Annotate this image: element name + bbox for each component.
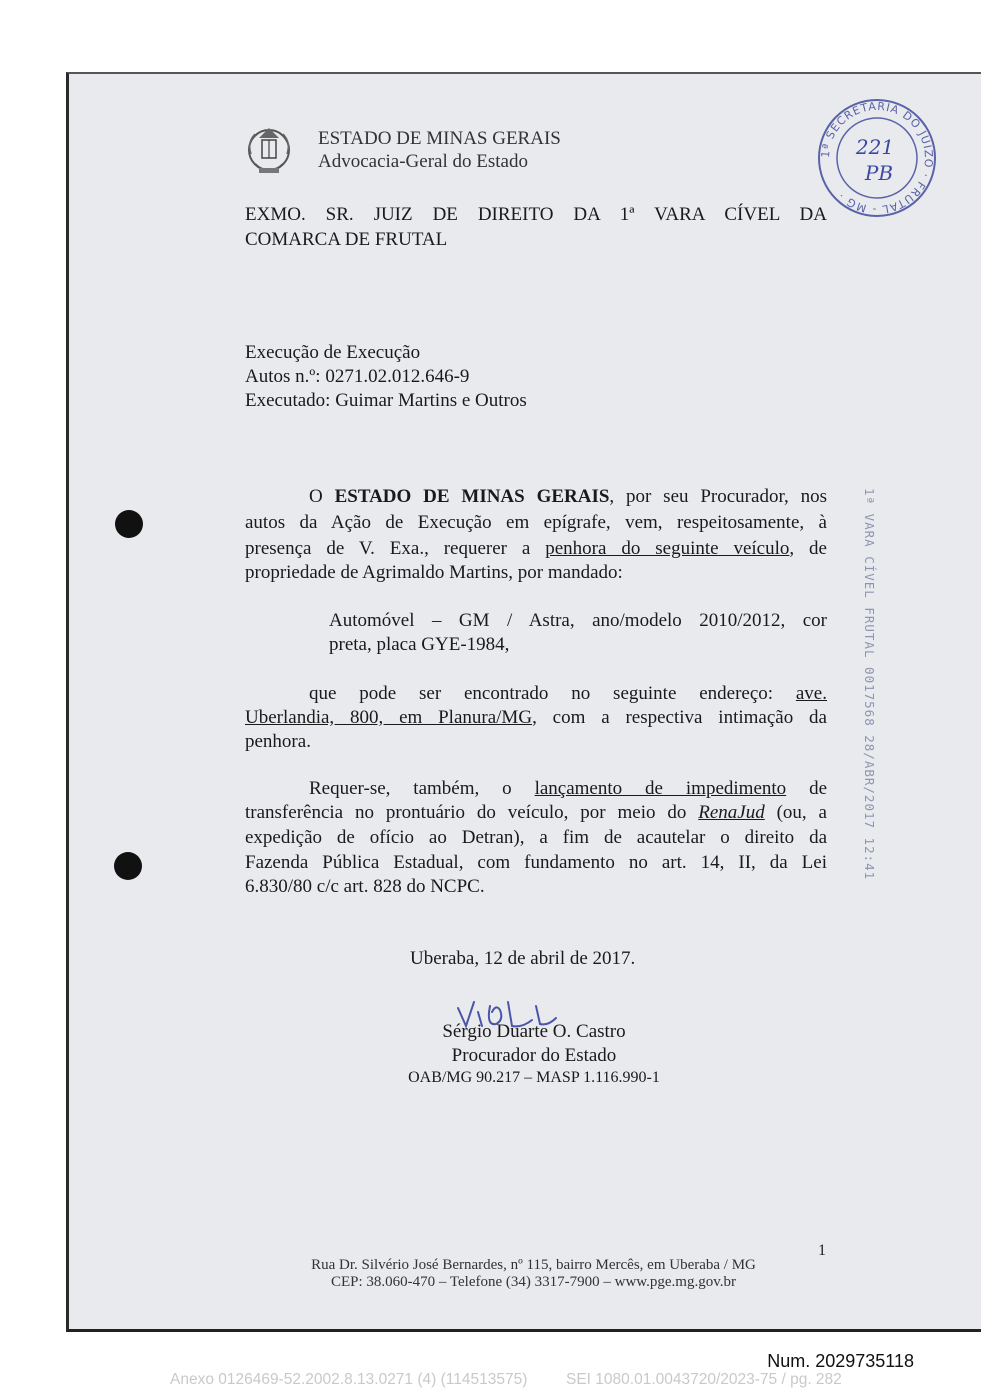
court-stamp	[815, 96, 939, 220]
case-executado: Executado: Guimar Martins e Outros	[245, 390, 527, 411]
footer-address: Rua Dr. Silvério José Bernardes, nº 115, bairro Mercês, em Uberaba / MG	[311, 1257, 756, 1273]
paragraph-3-line-2: transferência no prontuário do veículo, por meio do RenaJud (ou, a	[245, 802, 827, 823]
stamp-number: 221	[855, 135, 895, 159]
annex-reference: Anexo 0126469-52.2002.8.13.0271 (4) (114513575)	[170, 1371, 528, 1388]
signer-ids: OAB/MG 90.217 – MASP 1.116.990-1	[408, 1069, 660, 1086]
header-state: ESTADO DE MINAS GERAIS	[318, 128, 561, 149]
punch-hole	[115, 510, 143, 538]
paragraph-2-line-3: penhora.	[245, 731, 311, 752]
paragraph-1-line-4: propriedade de Agrimaldo Martins, por mandado:	[245, 562, 623, 583]
case-type: Execução de Execução	[245, 342, 421, 363]
signer-name: Sérgio Duarte O. Castro	[442, 1021, 626, 1042]
addressee-line-1: EXMO. SR. JUIZ DE DIREITO DA 1ª VARA CÍVEL DA	[245, 204, 827, 225]
paragraph-2-line-2: Uberlandia, 800, em Planura/MG, com a respectiva intimação da	[245, 707, 827, 728]
paragraph-3-line-4: Fazenda Pública Estadual, com fundamento no art. 14, II, da Lei	[245, 852, 827, 873]
paragraph-3-line-3: expedição de ofício ao Detran), a fim de acautelar o direito da	[245, 827, 827, 848]
header-agency: Advocacia-Geral do Estado	[318, 151, 528, 172]
paragraph-1-line-3: presença de V. Exa., requerer a penhora do seguinte veículo, de	[245, 538, 827, 559]
vehicle-line-2: preta, placa GYE-1984,	[329, 634, 510, 655]
bold-state-name: ESTADO DE MINAS GERAIS	[334, 486, 610, 507]
paragraph-1-line-1: O ESTADO DE MINAS GERAIS, por seu Procurador, nos	[309, 486, 827, 507]
case-autos: Autos n.º: 0271.02.012.646-9	[245, 366, 470, 387]
paragraph-3-line-1: Requer-se, também, o lançamento de impedimento de	[309, 778, 828, 799]
signer-title: Procurador do Estado	[451, 1045, 617, 1066]
stamp-ring-text: 1ª SECRETARIA DO JUIZO · FRUTAL - MG ·	[818, 99, 936, 217]
sei-reference: SEI 1080.01.0043720/2023-75 / pg. 282	[566, 1371, 842, 1388]
vehicle-line-1: Automóvel – GM / Astra, ano/modelo 2010/2012, cor	[329, 610, 827, 631]
filing-stamp: 1ª VARA CÍVEL FRUTAL 0017568 28/ABR/2017 12:41	[862, 488, 877, 881]
page-number: 1	[818, 1242, 826, 1259]
stamp-initials: PB	[864, 161, 894, 185]
paragraph-3-line-5: 6.830/80 c/c art. 828 do NCPC.	[245, 876, 485, 897]
coat-of-arms-icon	[245, 120, 293, 184]
addressee-line-2: COMARCA DE FRUTAL	[245, 229, 448, 250]
date-line: Uberaba, 12 de abril de 2017.	[410, 948, 636, 969]
document-number: Num. 2029735118	[767, 1351, 914, 1371]
paragraph-1-line-2: autos da Ação de Execução em epígrafe, vem, respeitosamente, à	[245, 512, 827, 533]
paragraph-2-line-1: que pode ser encontrado no seguinte endereço: ave.	[309, 683, 827, 704]
footer-contact: CEP: 38.060-470 – Telefone (34) 3317-7900 – www.pge.mg.gov.br	[330, 1274, 736, 1290]
punch-hole	[114, 852, 142, 880]
